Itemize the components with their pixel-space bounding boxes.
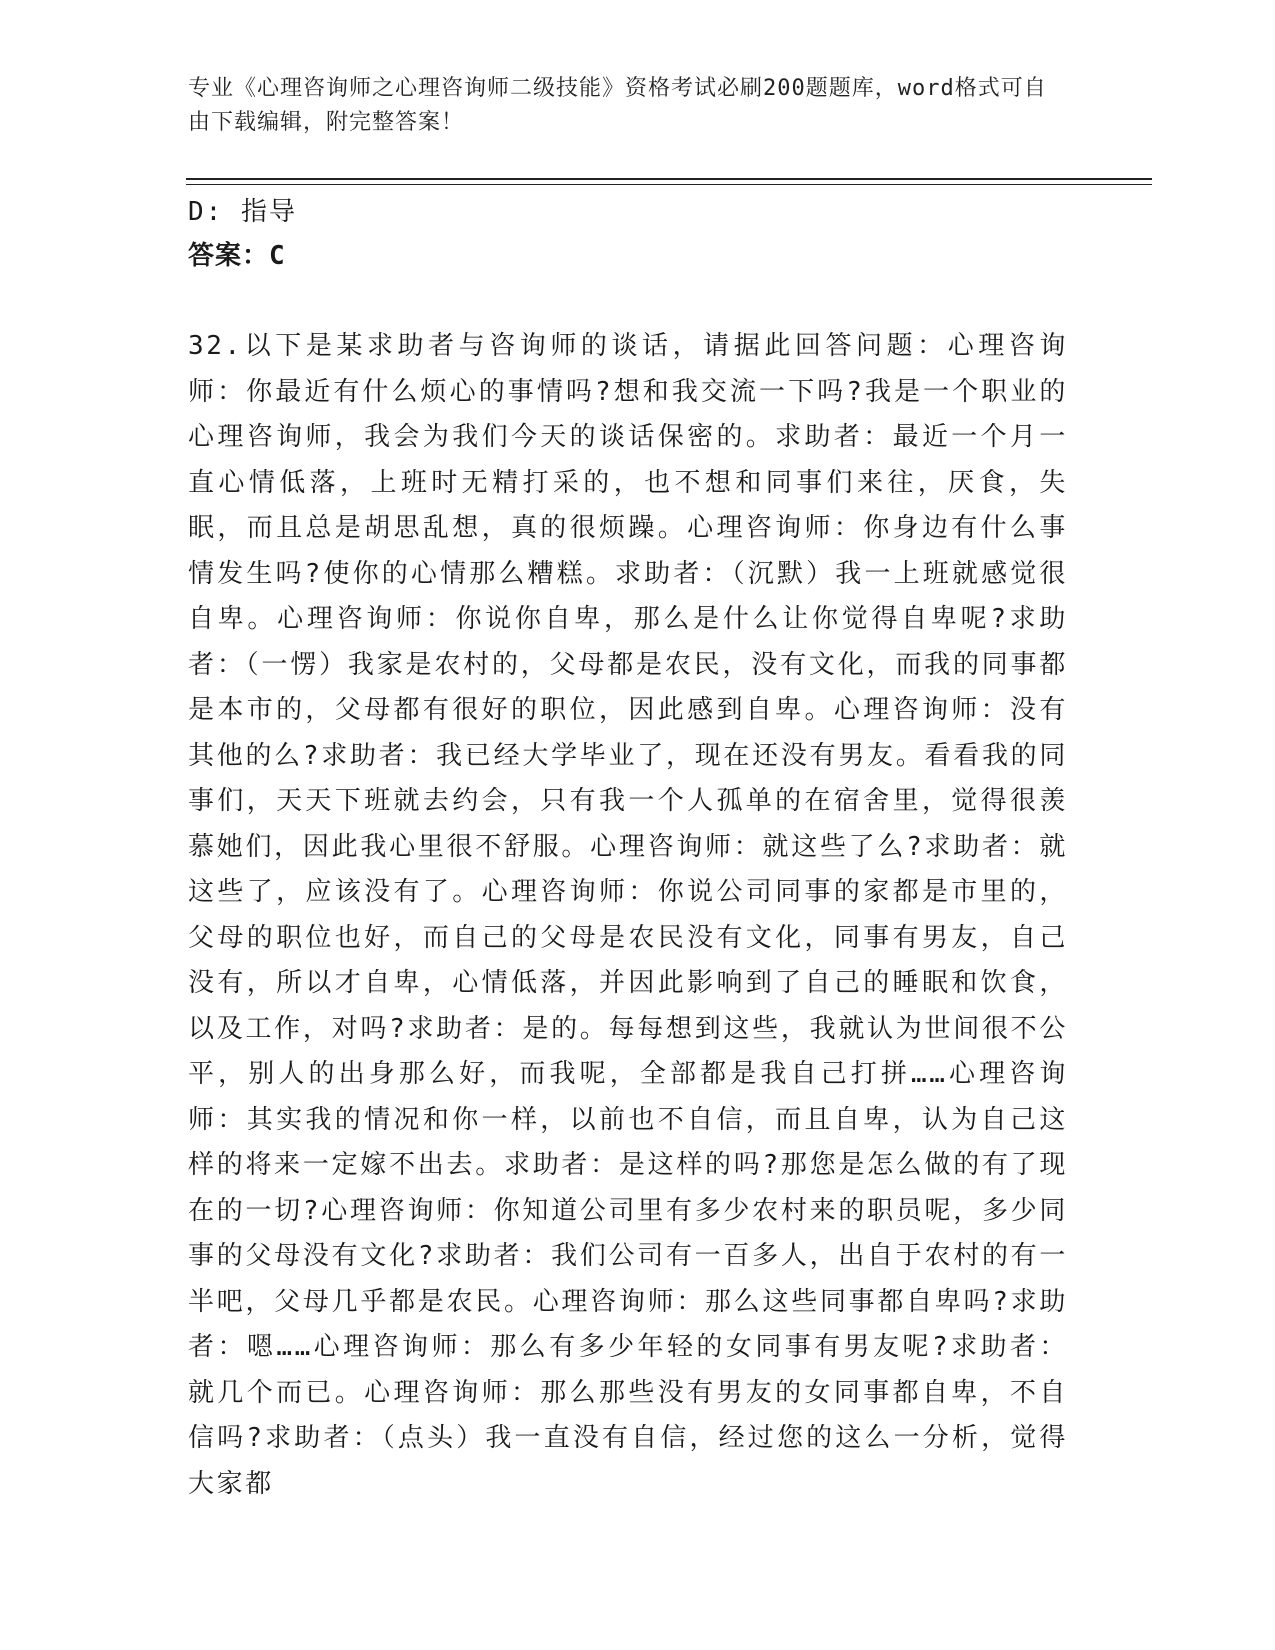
page-header-title: 专业《心理咨询师之心理咨询师二级技能》资格考试必刷200题题库，word格式可自由下载编辑，附完整答案！ bbox=[188, 76, 1047, 135]
answer-label: 答案： bbox=[188, 241, 270, 271]
header-divider-thin bbox=[186, 184, 1152, 185]
option-d: D: 指导 bbox=[188, 197, 297, 227]
answer-value: C bbox=[269, 241, 286, 271]
answer-line bbox=[188, 236, 286, 276]
header-divider-thick bbox=[186, 178, 1152, 180]
question-32-text: 32.以下是某求助者与咨询师的谈话，请据此回答问题：心理咨询师：你最近有什么烦心的事情吗?想和我交流一下吗?我是一个职业的心理咨询师，我会为我们今天的谈话保密的。求助者：最近一个月一直心情低落，上班时无精打采的，也不想和同事们来往，厌食，失眠，而且总是胡思乱想，真的很烦躁。心理咨询师：你身边有什么事情发生吗?使你的心情那么糟糕。求助者：（沉默）我一上班就感觉很自卑。心理咨询师：你说你自卑，那么是什么让你觉得自卑呢?求助者：（一愣）我家是农村的，父母都是农民，没有文化，而我的同事都是本市的，父母都有很好的职位，因此感到自卑。心理咨询师：没有其他的么?求助者：我已经大学毕业了，现在还没有男友。看看我的同事们，天天下班就去约会，只有我一个人孤单的在宿舍里，觉得很羡慕她们，因此我心里很不舒服。心理咨询师：就这些了么?求助者：就这些了，应该没有了。心理咨询师：你说公司同事的家都是市里的，父母的职位也好，而自己的父母是农民没有文化，同事有男友，自己没有，所以才自卑，心情低落，并因此影响到了自己的睡眠和饮食，以及工作，对吗?求助者：是的。每每想到这些，我就认为世间很不公平，别人的出身那么好，而我呢，全部都是我自己打拼……心理咨询师：其实我的情况和你一样，以前也不自信，而且自卑，认为自己这样的将来一定嫁不出去。求助者：是这样的吗?那您是怎么做的有了现在的一切?心理咨询师：你知道公司里有多少农村来的职员呢，多少同事的父母没有文化?求助者：我们公司有一百多人，出自于农村的有一半吧，父母几乎都是农民。心理咨询师：那么这些同事都自卑吗?求助者：嗯……心理咨询师：那么有多少年轻的女同事有男友呢?求助者：就几个而已。心理咨询师：那么那些没有男友的女同事都自卑，不自信吗?求助者：（点头）我一直没有自信，经过您的这么一分析，觉得大家都 bbox=[188, 331, 1068, 1499]
